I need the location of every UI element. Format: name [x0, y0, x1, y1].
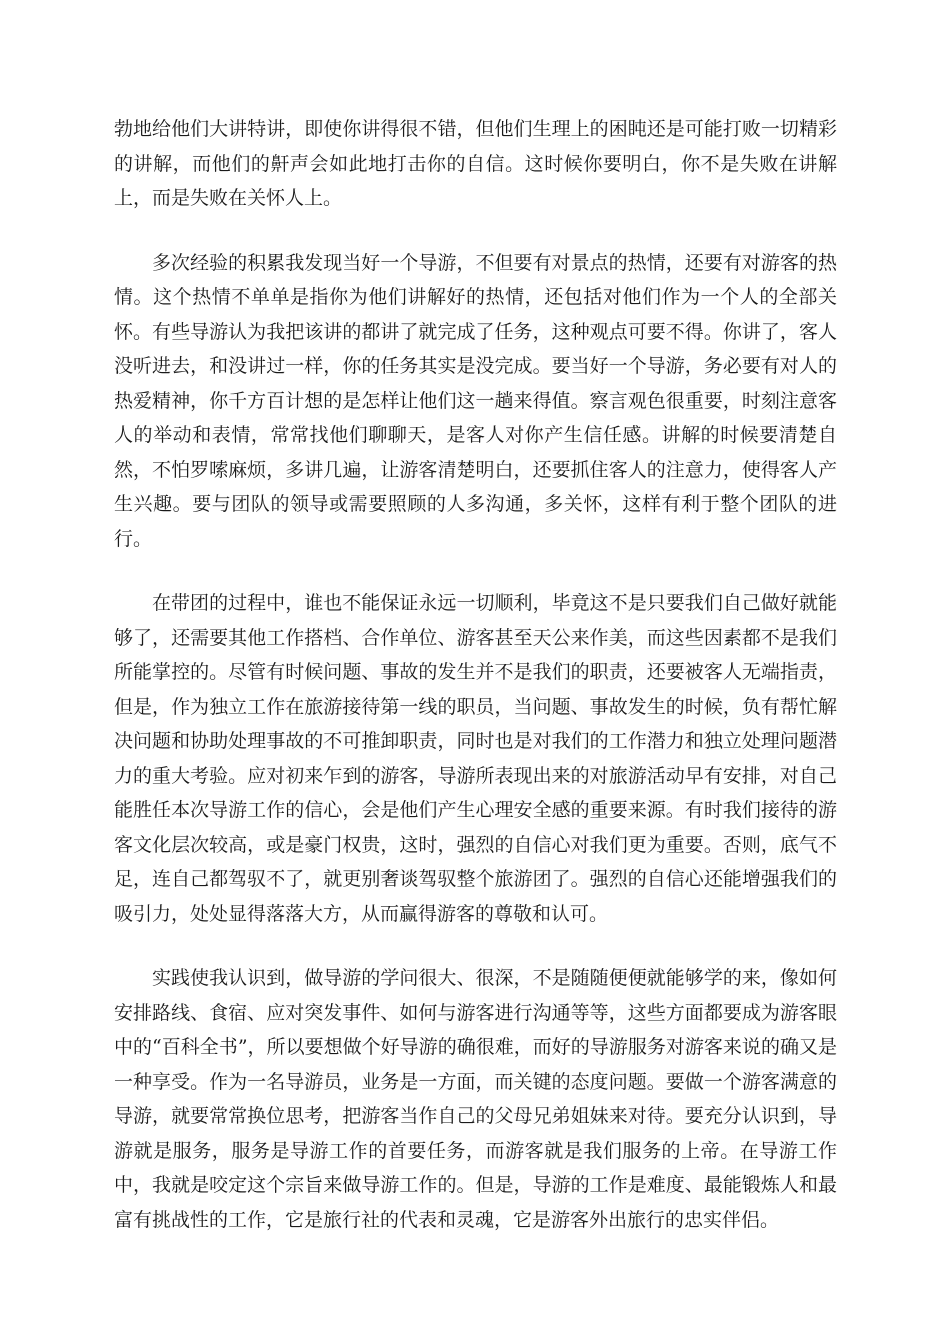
paragraph-1: 勃地给他们大讲特讲，即使你讲得很不错，但他们生理上的困盹还是可能打败一切精彩的讲解，而他们的鼾声会如此地打击你的自信。这时候你要明白，你不是失败在讲解上，而是失败在关怀人上。: [114, 118, 837, 209]
paragraph-4: 实践使我认识到，做导游的学问很大、很深，不是随随便便就能够学的来，像如何安排路线、食宿、应对突发事件、如何与游客进行沟通等等，这些方面都要成为游客眼中的“百科全书”，所以要想做个好导游的确很难，而好的导游服务对游客来说的确又是一种享受。作为一名导游员，业务是一方面，而关键的态度问题。要做一个游客满意的导游，就要常常换位思考，把游客当作自己的父母兄弟姐妹来对待。要充分认识到，导游就是服务，服务是导游工作的首要任务，而游客就是我们服务的上帝。在导游工作中，我就是咬定这个宗旨来做导游工作的。但是，导游的工作是难度、最能锻炼人和最富有挑战性的工作，它是旅行社的代表和灵魂，它是游客外出旅行的忠实伴侣。: [114, 967, 837, 1231]
paragraph-3: 在带团的过程中，谁也不能保证永远一切顺利，毕竟这不是只要我们自己做好就能够了，还需要其他工作搭档、合作单位、游客甚至天公来作美，而这些因素都不是我们所能掌控的。尽管有时候问题、事故的发生并不是我们的职责，还要被客人无端指责，但是，作为独立工作在旅游接待第一线的职员，当问题、事故发生的时候，负有帮忙解决问题和协助处理事故的不可推卸职责，同时也是对我们的工作潜力和独立处理问题潜力的重大考验。应对初来乍到的游客，导游所表现出来的对旅游活动早有安排，对自己能胜任本次导游工作的信心，会是他们产生心理安全感的重要来源。有时我们接待的游客文化层次较高，或是豪门权贵，这时，强烈的自信心对我们更为重要。否则，底气不足，连自己都驾驭不了，就更别奢谈驾驭整个旅游团了。强烈的自信心还能增强我们的吸引力，处处显得落落大方，从而赢得游客的尊敬和认可。: [114, 592, 837, 925]
document-page: [114, 112, 837, 1237]
paragraph-2: 多次经验的积累我发现当好一个导游，不但要有对景点的热情，还要有对游客的热情。这个热情不单单是指你为他们讲解好的热情，还包括对他们作为一个人的全部关怀。有些导游认为我把该讲的都讲了就完成了任务，这种观点可要不得。你讲了，客人没听进去，和没讲过一样，你的任务其实是没完成。要当好一个导游，务必要有对人的热爱精神，你千方百计想的是怎样让他们这一趟来得值。察言观色很重要，时刻注意客人的举动和表情，常常找他们聊聊天，是客人对你产生信任感。讲解的时候要清楚自然，不怕罗嗦麻烦，多讲几遍，让游客清楚明白，还要抓住客人的注意力，使得客人产生兴趣。要与团队的领导或需要照顾的人多沟通，多关怀，这样有利于整个团队的进行。: [114, 251, 837, 550]
